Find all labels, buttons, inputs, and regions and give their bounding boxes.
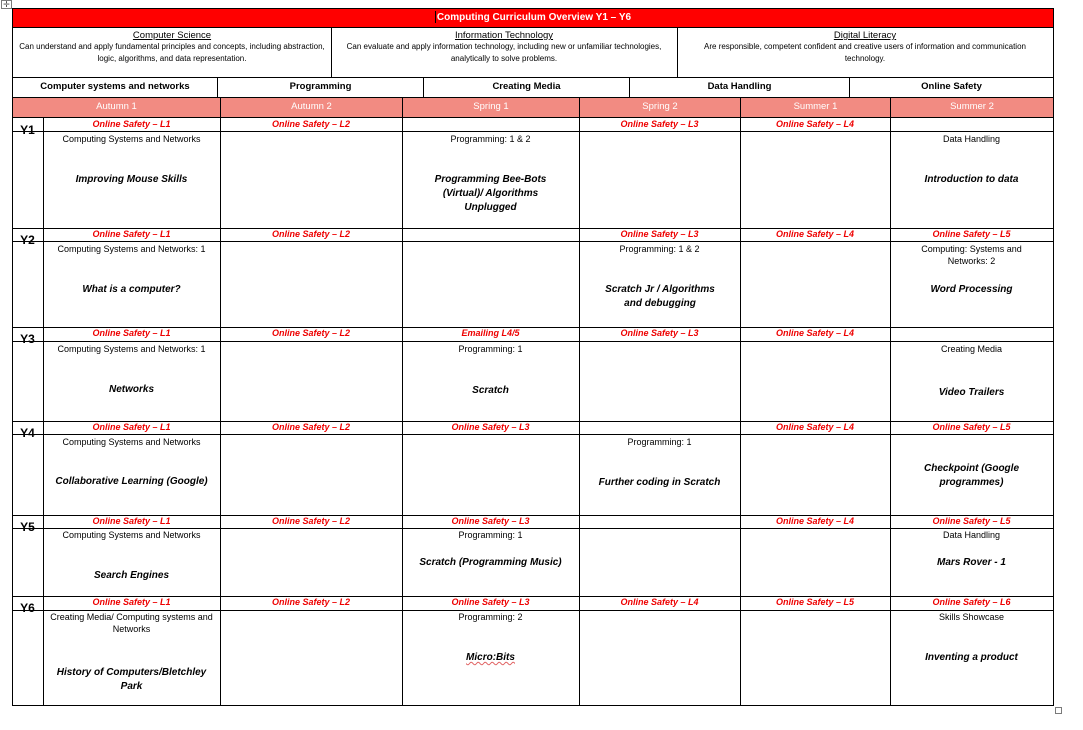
grid-line — [43, 118, 44, 706]
strand-description: Can evaluate and apply information technology, including new or unfamiliar technologies, analytically to solve problems. — [346, 42, 662, 63]
safety-lesson: Online Safety – L2 — [271, 516, 351, 526]
year-label-y5: Y5 — [20, 520, 35, 534]
safety-lesson: Online Safety – L1 — [92, 597, 171, 607]
safety-lesson: Online Safety – L1 — [92, 422, 171, 432]
safety-lesson: Online Safety – L1 — [92, 119, 171, 129]
safety-lesson: Online Safety – L2 — [271, 119, 351, 129]
subject-area: Computing Systems and Networks — [62, 134, 201, 144]
subject-area: Programming: 1 & 2 — [619, 244, 700, 254]
subject-area: Creating Media — [940, 344, 1003, 354]
safety-lesson: Online Safety – L2 — [271, 328, 351, 338]
safety-lesson: Online Safety – L2 — [271, 229, 351, 239]
unit-title: Improving Mouse Skills — [75, 174, 188, 185]
strand-computer-science — [12, 28, 332, 78]
strand-description: Are responsible, competent confident and creative users of information and communication technology. — [704, 42, 1026, 63]
unit-title: What is a computer? — [82, 284, 181, 295]
table-resize-handle[interactable] — [1055, 707, 1062, 714]
safety-lesson: Online Safety – L5 — [932, 422, 1011, 432]
safety-lesson: Online Safety – L3 — [451, 597, 530, 607]
strand-digital-literacy — [677, 28, 1054, 78]
year-label-y6: Y6 — [20, 601, 35, 615]
unit-title-cell — [404, 651, 577, 665]
subject-area: Programming: 2 — [458, 612, 523, 622]
safety-lesson: Online Safety – L2 — [271, 422, 351, 432]
subject-area: Programming: 1 — [458, 344, 523, 354]
unit-title: History of Computers/Bletchley Park — [56, 667, 207, 692]
safety-lesson: Online Safety – L3 — [620, 229, 699, 239]
unit-title: Video Trailers — [938, 387, 1005, 398]
safety-lesson: Online Safety – L4 — [620, 597, 699, 607]
theme-computer-systems: Computer systems and networks — [12, 78, 218, 98]
unit-title: Scratch (Programming Music) — [419, 557, 562, 568]
year-label-y1: Y1 — [20, 123, 35, 137]
subject-area: Computing Systems and Networks: 1 — [57, 244, 206, 254]
strand-information-technology — [331, 28, 678, 78]
unit-title: Scratch Jr / Algorithms and debugging — [605, 284, 715, 309]
unit-title: Search Engines — [93, 570, 170, 581]
unit-title: Scratch — [472, 385, 509, 396]
strand-title: Digital Literacy — [833, 30, 897, 41]
unit-title: Networks — [108, 384, 154, 395]
safety-lesson: Online Safety – L6 — [932, 597, 1011, 607]
term-autumn-1: Autumn 1 — [12, 98, 221, 118]
grid-line — [220, 118, 221, 706]
safety-lesson: Online Safety – L4 — [775, 422, 855, 432]
safety-lesson: Online Safety – L4 — [775, 119, 855, 129]
safety-lesson: Online Safety – L4 — [775, 229, 855, 239]
grid-line — [1053, 118, 1054, 706]
grid-line — [12, 705, 1054, 706]
subject-area: Computing: Systems and Networks: 2 — [921, 244, 1022, 266]
unit-title: Word Processing — [930, 284, 1013, 295]
unit-title: Inventing a product — [925, 652, 1018, 663]
safety-lesson: Online Safety – L3 — [451, 422, 530, 432]
curriculum-title — [12, 8, 1054, 28]
year-label-y3: Y3 — [20, 332, 35, 346]
safety-lesson: Online Safety – L3 — [620, 119, 699, 129]
safety-lesson: Online Safety – L4 — [775, 328, 855, 338]
subject-area: Creating Media/ Computing systems and Networks — [50, 612, 213, 634]
subject-area: Programming: 1 & 2 — [450, 134, 531, 144]
subject-area: Data Handling — [942, 134, 1001, 144]
safety-lesson: Online Safety – L3 — [620, 328, 699, 338]
strand-title: Computer Science — [132, 30, 212, 41]
title-text: Computing Curriculum Overview Y1 – Y6 — [436, 12, 632, 23]
theme-data-handling: Data Handling — [630, 78, 850, 98]
safety-lesson: Online Safety – L4 — [775, 516, 855, 526]
unit-title: Introduction to data — [924, 174, 1019, 185]
unit-title: Further coding in Scratch — [598, 477, 721, 488]
theme-programming: Programming — [218, 78, 424, 98]
term-spring-2: Spring 2 — [580, 98, 741, 118]
safety-lesson: Online Safety – L1 — [92, 516, 171, 526]
theme-online-safety: Online Safety — [850, 78, 1054, 98]
grid-line — [740, 118, 741, 706]
safety-lesson: Online Safety – L3 — [451, 516, 530, 526]
year-label-y4: Y4 — [20, 426, 35, 440]
table-move-handle-icon[interactable]: ✛ — [1, 0, 12, 9]
safety-lesson: Online Safety – L5 — [932, 516, 1011, 526]
subject-area: Programming: 1 — [458, 530, 523, 540]
text-cursor — [435, 11, 436, 23]
strand-title: Information Technology — [454, 30, 554, 41]
term-autumn-2: Autumn 2 — [221, 98, 403, 118]
term-summer-1: Summer 1 — [741, 98, 891, 118]
safety-lesson: Online Safety – L1 — [92, 328, 171, 338]
subject-area: Programming: 1 — [627, 437, 692, 447]
grid-line — [402, 118, 403, 706]
grid-line — [12, 341, 1054, 342]
term-spring-1: Spring 1 — [403, 98, 580, 118]
safety-lesson: Online Safety – L5 — [932, 229, 1011, 239]
theme-creating-media: Creating Media — [424, 78, 630, 98]
grid-line — [12, 434, 1054, 435]
unit-title: Micro:Bits — [466, 652, 515, 663]
unit-title: Mars Rover - 1 — [937, 557, 1006, 568]
safety-lesson: Emailing L4/5 — [461, 328, 520, 338]
unit-title: Checkpoint (Google programmes) — [924, 463, 1019, 488]
unit-title: Programming Bee-Bots (Virtual)/ Algorithms Unplugged — [434, 174, 547, 213]
strand-description: Can understand and apply fundamental principles and concepts, including abstraction, logic, algorithms, and data representation. — [19, 42, 325, 63]
safety-lesson: Online Safety – L2 — [271, 597, 351, 607]
year-label-y2: Y2 — [20, 233, 35, 247]
subject-area: Data Handling — [942, 530, 1001, 540]
subject-area: Computing Systems and Networks — [62, 530, 201, 540]
grid-line — [12, 118, 13, 706]
grid-line — [579, 118, 580, 706]
safety-lesson: Online Safety – L5 — [775, 597, 855, 607]
term-summer-2: Summer 2 — [891, 98, 1054, 118]
subject-area: Computing Systems and Networks: 1 — [57, 344, 206, 354]
grid-line — [890, 118, 891, 706]
subject-area: Computing Systems and Networks — [62, 437, 201, 447]
grid-line — [12, 131, 1054, 132]
unit-title: Collaborative Learning (Google) — [55, 476, 208, 487]
safety-lesson: Online Safety – L1 — [92, 229, 171, 239]
grid-line — [12, 241, 1054, 242]
subject-area: Skills Showcase — [938, 612, 1005, 622]
